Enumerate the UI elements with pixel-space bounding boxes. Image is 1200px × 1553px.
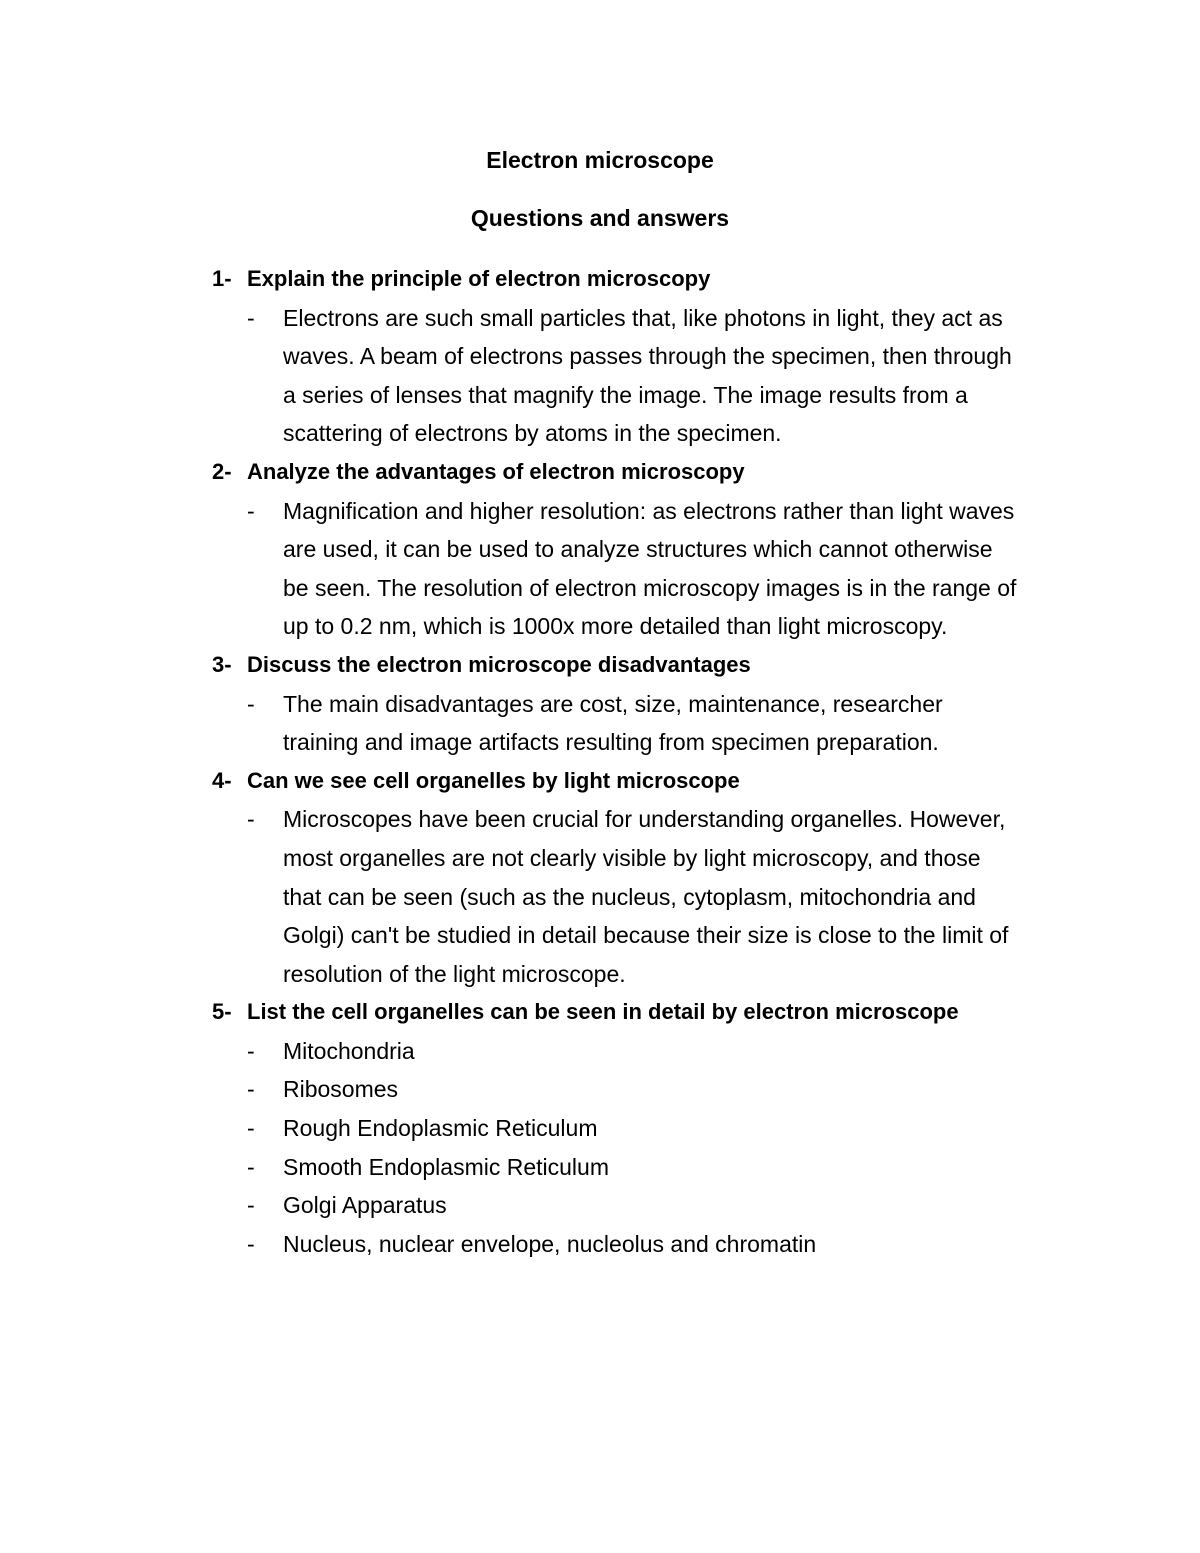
question-text: Explain the principle of electron microscopy [247,266,711,291]
organelle-item: Ribosomes [283,1076,399,1103]
question-text: List the cell organelles can be seen in detail by electron microscope [247,999,959,1025]
question-number: 4- [212,767,232,793]
bullet-dash: - [247,1115,255,1142]
bullet-dash: - [247,497,255,524]
document-title: Electron microscope [486,147,714,173]
answer-text: Electrons are such small particles that, like photons in light, they act as waves. A beam of electrons passes through the specimen, then through a series of lenses that magnify the image. The image results from a scattering of electrons by atoms in the specimen. [283,304,1012,447]
bullet-dash: - [247,1076,255,1103]
list-item [212,1032,1042,1071]
answer-1 [212,299,1042,453]
qa-list [212,260,1042,1263]
bullet-dash: - [247,806,255,833]
bullet-dash: - [247,1153,255,1180]
list-item [212,1186,1042,1225]
question-text: Can we see cell organelles by light microscope [247,767,740,793]
question-3 [212,646,1042,685]
answer-text: The main disadvantages are cost, size, maintenance, researcher training and image artifacts resulting from specimen preparation. [283,690,943,756]
answer-3 [212,685,1042,762]
list-item [212,1070,1042,1109]
organelle-item: Nucleus, nuclear envelope, nucleolus and chromatin [283,1230,817,1257]
answer-2 [212,492,1042,646]
question-text: Discuss the electron microscope disadvantages [247,651,751,677]
organelle-item: Smooth Endoplasmic Reticulum [283,1153,609,1180]
question-4 [212,762,1042,801]
question-number: 5- [212,999,232,1025]
list-item [212,1109,1042,1148]
organelle-item: Golgi Apparatus [283,1192,447,1219]
bullet-dash: - [247,690,255,717]
question-text: Analyze the advantages of electron microscopy [247,458,745,484]
question-1 [212,260,1042,299]
bullet-dash: - [247,1192,255,1219]
answer-text: Magnification and higher resolution: as electrons rather than light waves are used, it can be used to analyze structures which cannot otherwise be seen. The resolution of electron microscopy images is in the range of up to 0.2 nm, which is 1000x more detailed than light microscopy. [283,497,1017,640]
question-number: 1- [212,266,232,291]
document-subtitle: Questions and answers [470,205,730,231]
question-2 [212,453,1042,492]
organelle-item: Mitochondria [283,1037,415,1064]
question-number: 2- [212,458,232,484]
question-number: 3- [212,651,232,677]
bullet-dash: - [247,1037,255,1064]
organelle-item: Rough Endoplasmic Reticulum [283,1115,598,1142]
answer-4 [212,800,1042,993]
bullet-dash: - [247,304,255,331]
question-5 [212,993,1042,1032]
list-item [212,1225,1042,1264]
list-item [212,1148,1042,1187]
answer-text: Microscopes have been crucial for understanding organelles. However, most organelles are not clearly visible by light microscopy, and those that can be seen (such as the nucleus, cytoplasm, mitochondria and Golgi) can't be studied in detail because their size is close to the limit of resolution of the light microscope. [283,806,1009,987]
bullet-dash: - [247,1230,255,1257]
